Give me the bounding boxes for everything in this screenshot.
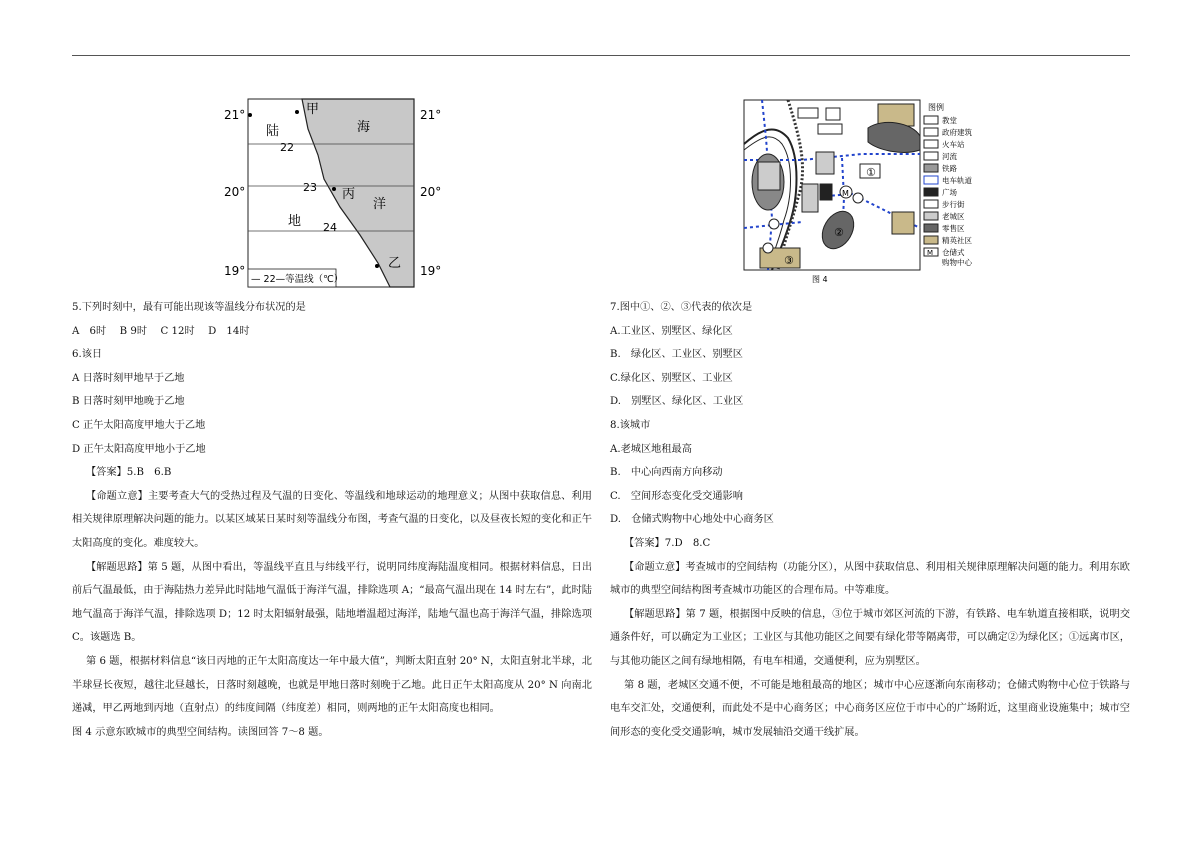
header-rule [72, 55, 1130, 56]
legend-item: 政府建筑 [942, 128, 972, 137]
legend-item: 火车站 [942, 140, 965, 149]
question-5: 5.下列时刻中，最有可能出现该等温线分布状况的是 [72, 302, 306, 313]
question-7: 7.图中①、②、③代表的依次是 [610, 302, 753, 313]
svg-text:M: M [927, 249, 934, 257]
lat-19-left: 19° [224, 264, 246, 278]
intent-5-6: 【命题立意】主要考查大气的受热过程及气温的日变化、等温线和地球运动的地理意义；从图中获取信息、利用相关规律原理解决问题的能力。以某区域某日某时刻等温线分布图，考查气温的日变化，以及昼夜长短的变化和正午太阳高度的变化。难度较大。 [72, 490, 592, 549]
question-8-option-d: D. 仓储式购物中心地处中心商务区 [610, 514, 774, 526]
legend-item: 广场 [942, 188, 957, 197]
label-yang: 洋 [373, 197, 387, 212]
figure-caption: 图 4 [812, 275, 828, 284]
legend-item: 精英社区 [942, 236, 972, 245]
city-structure-map [742, 98, 992, 286]
lat-19-right: 19° [420, 264, 442, 278]
label-yi: 乙 [388, 256, 402, 271]
isotherm-map [220, 95, 450, 290]
isotherm-24: 24 [323, 221, 337, 234]
marker-2: ② [834, 226, 844, 239]
legend-item: 电车轨道 [942, 176, 972, 185]
legend-item: 步行街 [942, 200, 965, 209]
marker-3: ③ [784, 254, 794, 267]
legend-title: 图例 [928, 103, 944, 112]
question-8-option-a: A.老城区地租最高 [610, 443, 692, 455]
question-6-option-c: C 正午太阳高度甲地大于乙地 [72, 419, 206, 431]
question-6-option-b: B 日落时刻甲地晚于乙地 [72, 396, 185, 408]
answer-7-8: 【答案】7.D 8.C [624, 537, 711, 549]
marker-1: ① [866, 166, 876, 179]
label-jia: 甲 [306, 102, 320, 117]
question-5-options: A 6时 B 9时 C 12时 D 14时 [72, 325, 250, 337]
left-column [72, 296, 592, 744]
intent-7-8: 【命题立意】考查城市的空间结构（功能分区），从图中获取信息、利用相关规律原理解决问题的能力。利用东欧城市的典型空间结构图考查城市功能区的合理布局。中等难度。 [610, 561, 1130, 597]
legend [924, 115, 972, 267]
legend-item: 河流 [942, 152, 957, 161]
solution-5: 【解题思路】第 5 题，从图中看出，等温线平直且与纬线平行，说明同纬度海陆温度相同。根据材料信息，日出前后气温最低，由于海陆热力差异此时陆地气温低于海洋气温，排除选项 A；“最高气温出现在 14 时左右”，此时陆地气温高于海洋气温，排除选项 D；12 时太阳辐射最强，陆地增温超过海洋，陆地气温也高于海洋气温，排除选项 C。该题选 B。 [72, 561, 592, 644]
isotherm-legend: — 22—等温线（℃） [251, 274, 344, 285]
question-7-option-c: C.绿化区、别墅区、工业区 [610, 372, 733, 384]
isotherm-23: 23 [303, 181, 317, 194]
right-column [610, 296, 1130, 744]
question-8: 8.该城市 [610, 419, 651, 431]
question-6: 6.该日 [72, 349, 103, 361]
lat-21-right: 21° [420, 108, 442, 122]
question-7-option-a: A.工业区、别墅区、绿化区 [610, 325, 733, 337]
label-hai: 海 [357, 120, 371, 135]
lat-20-left: 20° [224, 185, 246, 199]
question-8-option-c: C. 空间形态变化受交通影响 [610, 490, 743, 502]
lat-21-left: 21° [224, 108, 246, 122]
legend-item: 零售区 [942, 224, 965, 233]
intro-7-8: 图 4 示意东欧城市的典型空间结构。读图回答 7～8 题。 [72, 726, 329, 738]
legend-item: 铁路 [942, 164, 957, 173]
solution-7: 【解题思路】第 7 题，根据图中反映的信息，③位于城市郊区河流的下游，有铁路、电车轨道直接相联，说明交通条件好，可以确定为工业区；工业区与其他功能区之间要有绿化带等隔离带，可以确定②为绿化区；①远离市区，与其他功能区之间有绿地相隔，有电车相通，交通便利，应为别墅区。 [610, 608, 1130, 667]
marker-m: M [842, 189, 849, 198]
question-8-option-b: B. 中心向西南方向移动 [610, 467, 723, 479]
solution-6: 第 6 题，根据材料信息“该日丙地的正午太阳高度达一年中最大值”，判断太阳直射 20° N，太阳直射北半球，北半球昼长夜短，越往北昼越长，日落时刻越晚，也就是甲地日落时刻晚于乙地。此日正午太阳高度从 20° N 向南北递减，甲乙两地到丙地（直射点）的纬度间隔（纬度差）相同，则两地的正午太阳高度也相同。 [72, 655, 592, 715]
answer-5-6: 【答案】5.B 6.B [86, 467, 172, 479]
label-di: 地 [288, 214, 302, 229]
label-bing: 丙 [342, 187, 356, 202]
question-7-option-d: D. 别墅区、绿化区、工业区 [610, 396, 744, 408]
label-lu: 陆 [266, 124, 280, 139]
question-7-option-b: B. 绿化区、工业区、别墅区 [610, 349, 743, 361]
legend-item: 老城区 [942, 212, 965, 221]
legend-item: 购物中心 [942, 258, 972, 267]
solution-8: 第 8 题，老城区交通不便，不可能是地租最高的地区；城市中心应逐渐向东南移动；仓储式购物中心位于铁路与电车交汇处，交通便利，而此处不是中心商务区；中心商务区应位于市中心的广场附近，这里商业设施集中；城市空间形态的变化受交通影响，城市发展轴沿交通干线扩展。 [610, 679, 1130, 738]
question-6-option-a: A 日落时刻甲地早于乙地 [72, 372, 185, 384]
question-6-option-d: D 正午太阳高度甲地小于乙地 [72, 443, 206, 455]
legend-item: 教堂 [942, 116, 957, 125]
lat-20-right: 20° [420, 185, 442, 199]
legend-item: 仓储式 [942, 248, 965, 257]
isotherm-22: 22 [280, 141, 294, 154]
